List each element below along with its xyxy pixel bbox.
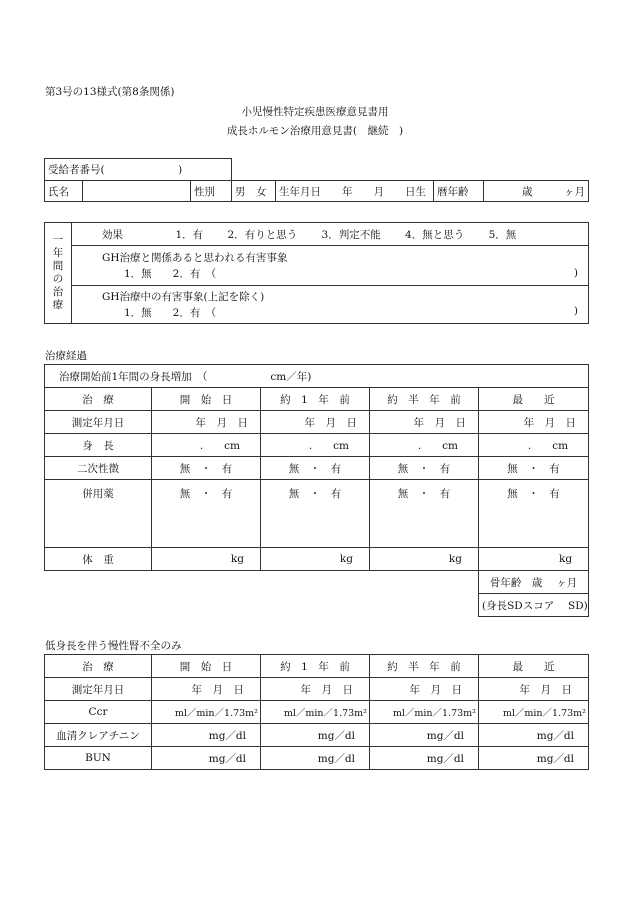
row-label: 測定年月日 (45, 411, 152, 434)
puberty-cell[interactable]: 無 ・ 有 (261, 457, 370, 480)
creatinine-cell[interactable]: mg／dl (479, 724, 589, 747)
title-1: 小児慢性特定疾患医療意見書用 (241, 106, 389, 118)
renal-header-halfyr: 約 半 年 前 (370, 655, 479, 678)
renal-header-treatment: 治 療 (45, 655, 152, 678)
renal-date-cell[interactable]: 年 月 日 (152, 678, 261, 701)
weight-cell[interactable]: kg (261, 548, 370, 571)
renal-row-label: 測定年月日 (45, 678, 152, 701)
header-recent: 最 近 (479, 388, 589, 411)
row-label: 身 長 (45, 434, 152, 457)
bun-cell[interactable]: mg／dl (370, 747, 479, 770)
bun-cell[interactable]: mg／dl (479, 747, 589, 770)
recipient-number-field[interactable]: 受給者番号( ) (45, 159, 232, 181)
adverse-other-options: 1．無 2．有 （ (124, 306, 217, 319)
header-start: 開 始 日 (152, 388, 261, 411)
puberty-cell[interactable]: 無 ・ 有 (370, 457, 479, 480)
adverse-related-label: GH治療と関係あると思われる有害事象 (102, 251, 288, 264)
bun-cell[interactable]: mg／dl (261, 747, 370, 770)
adverse-other-row[interactable] (72, 286, 589, 324)
creatinine-cell[interactable]: mg／dl (152, 724, 261, 747)
ccr-cell[interactable]: ml／min／1.73m² (152, 701, 261, 724)
header-1yr: 約 1 年 前 (261, 388, 370, 411)
renal-date-cell[interactable]: 年 月 日 (370, 678, 479, 701)
creatinine-cell[interactable]: mg／dl (261, 724, 370, 747)
sex-label: 性別 (191, 181, 232, 202)
medication-cell[interactable]: 無 ・ 有 (152, 480, 261, 548)
header-halfyr: 約 半 年 前 (370, 388, 479, 411)
row-label: 二次性徴 (45, 457, 152, 480)
height-cell[interactable]: . cm (479, 434, 589, 457)
height-cell[interactable]: . cm (152, 434, 261, 457)
progress-table (44, 364, 589, 617)
height-cell[interactable]: . cm (261, 434, 370, 457)
renal-date-cell[interactable]: 年 月 日 (261, 678, 370, 701)
height-cell[interactable]: . cm (370, 434, 479, 457)
ccr-cell[interactable]: ml／min／1.73m² (370, 701, 479, 724)
renal-table (44, 654, 589, 770)
puberty-cell[interactable]: 無 ・ 有 (479, 457, 589, 480)
dob-field[interactable] (276, 181, 434, 202)
year-treatment-side-label: 一 年 間 の 治 療 (45, 223, 72, 324)
puberty-cell[interactable]: 無 ・ 有 (152, 457, 261, 480)
renal-header-1yr: 約 1 年 前 (261, 655, 370, 678)
progress-section-title: 治療経過 (45, 350, 87, 362)
date-cell[interactable]: 年 月 日 (261, 411, 370, 434)
renal-row-label: Ccr (45, 701, 152, 724)
renal-row-label: 血清クレアチニン (45, 724, 152, 747)
adverse-other-label: GH治療中の有害事象(上記を除く) (102, 290, 265, 303)
adverse-other-close-paren: ) (573, 305, 578, 317)
ccr-cell[interactable]: ml／min／1.73m² (479, 701, 589, 724)
name-label: 氏名 (45, 181, 83, 202)
name-field[interactable] (83, 181, 191, 202)
growth-before-row[interactable]: 治療開始前1年間の身長増加 （ cm／年) (45, 365, 589, 388)
year-treatment-table (44, 222, 589, 324)
renal-header-recent: 最 近 (479, 655, 589, 678)
sd-score-cell[interactable]: (身長SDスコア SD) (479, 594, 589, 617)
adverse-related-options: 1．無 2．有 （ (124, 267, 217, 280)
bun-cell[interactable]: mg／dl (152, 747, 261, 770)
age-field[interactable]: 歳 ヶ月 (484, 181, 589, 202)
weight-cell[interactable]: kg (370, 548, 479, 571)
renal-date-cell[interactable]: 年 月 日 (479, 678, 589, 701)
row-label: 体 重 (45, 548, 152, 571)
patient-info-table (44, 158, 589, 202)
adverse-related-close-paren: ) (573, 267, 578, 279)
creatinine-cell[interactable]: mg／dl (370, 724, 479, 747)
date-cell[interactable]: 年 月 日 (370, 411, 479, 434)
row-label: 併用薬 (45, 480, 152, 548)
medication-cell[interactable]: 無 ・ 有 (261, 480, 370, 548)
form-number: 第3号の13様式(第8条関係) (45, 86, 175, 98)
weight-cell[interactable]: kg (479, 548, 589, 571)
age-label: 暦年齢 (434, 181, 484, 202)
title-2: 成長ホルモン治療用意見書( 継続 ) (226, 125, 404, 137)
renal-header-start: 開 始 日 (152, 655, 261, 678)
medication-cell[interactable]: 無 ・ 有 (479, 480, 589, 548)
dob-label: 生年月日 (279, 185, 322, 198)
header-treatment: 治 療 (45, 388, 152, 411)
effect-row[interactable]: 効果 1．有 2．有りと思う 3．判定不能 4．無と思う 5．無 (72, 223, 589, 246)
renal-section-title: 低身長を伴う慢性腎不全のみ (45, 640, 182, 652)
sex-options[interactable]: 男 女 (232, 181, 276, 202)
date-cell[interactable]: 年 月 日 (479, 411, 589, 434)
ccr-cell[interactable]: ml／min／1.73m² (261, 701, 370, 724)
medication-cell[interactable]: 無 ・ 有 (370, 480, 479, 548)
adverse-related-row[interactable] (72, 246, 589, 286)
weight-cell[interactable]: kg (152, 548, 261, 571)
renal-row-label: BUN (45, 747, 152, 770)
bone-age-cell[interactable]: 骨年齢 歳 ヶ月 (479, 571, 589, 594)
dob-value: 年 月 日生 (342, 185, 427, 198)
date-cell[interactable]: 年 月 日 (152, 411, 261, 434)
